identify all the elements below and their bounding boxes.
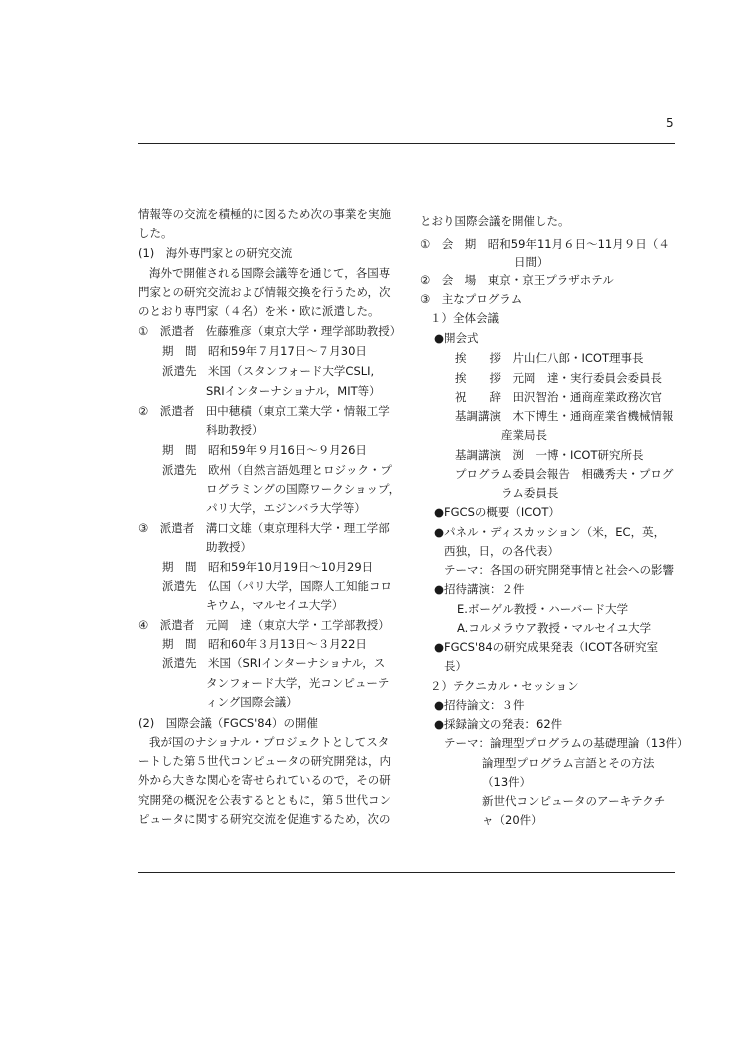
dispatch-1: ① 派遣者 佐藤雅彦（東京大学・理学部助教授）	[138, 324, 402, 338]
program-item: （13件）	[482, 775, 532, 789]
section-2-body: 外から大きな関心を寄せられているので，その研	[138, 773, 391, 787]
program-item: ●FGCSの概要（ICOT）	[434, 505, 560, 519]
top-rule	[138, 143, 675, 144]
right-intro: とおり国際会議を開催した。	[420, 214, 570, 228]
session-line: 日間）	[514, 255, 549, 269]
ceremony-line: 挨 拶 片山仁八郎・ICOT理事長	[455, 351, 644, 365]
program-item: 長）	[444, 659, 467, 673]
ceremony-line: ラム委員長	[501, 486, 559, 500]
dispatch-3: 期 間 昭和59年10月19日～10月29日	[162, 560, 374, 574]
venue-line: ② 会 場 東京・京王プラザホテル	[420, 273, 614, 287]
ceremony-line: 祝 辞 田沢智治・通商産業政務次官	[455, 390, 662, 404]
program-item: ●パネル・ディスカッション（米，EC，英，	[434, 525, 666, 539]
dispatch-2: 期 間 昭和59年９月16日～９月26日	[162, 443, 367, 457]
dispatch-2: ② 派遣者 田中穂積（東京工業大学・情報工学	[138, 404, 390, 418]
dispatch-1: SRIインターナショナル，MIT等）	[206, 384, 381, 398]
plenary-heading: １）全体会議	[430, 311, 499, 325]
program-item: ●FGCS'84の研究成果発表（ICOT各研究室	[434, 640, 659, 654]
dispatch-2: 派遣先 欧州（自然言語処理とロジック・プ	[162, 463, 392, 477]
dispatch-4: タンフォード大学，光コンピューテ	[206, 676, 390, 690]
page-number: 5	[666, 116, 674, 130]
ceremony-line: プログラム委員会報告 相磯秀夫・プログ	[455, 467, 674, 481]
technical-heading: ２）テクニカル・セッション	[430, 679, 579, 693]
intro-line: 情報等の交流を積極的に図るため次の事業を実施	[138, 207, 391, 221]
program-item: A.コルメラウア教授・マルセイユ大学	[457, 621, 652, 635]
ceremony-line: 産業局長	[501, 428, 547, 442]
program-item: ●採録論文の発表：62件	[434, 717, 563, 731]
dispatch-1: 期 間 昭和59年７月17日～７月30日	[162, 344, 367, 358]
program-item: ●招待講演：２件	[434, 582, 525, 596]
section-2-body: 究開発の概況を公表するとともに，第５世代コン	[138, 793, 391, 807]
dispatch-2: 科助教授）	[206, 423, 264, 437]
dispatch-4: 期 間 昭和60年３月13日～３月22日	[162, 637, 367, 651]
dispatch-4: 派遣先 米国（SRIインターナショナル，ス	[162, 656, 386, 670]
dispatch-4: ④ 派遣者 元岡 達（東京大学・工学部教授）	[138, 618, 390, 632]
dispatch-2: パリ大学，エジンバラ大学等）	[206, 501, 366, 515]
program-item: ャ（20件）	[482, 813, 543, 827]
intro-line: した。	[138, 226, 173, 240]
opening-heading: ●開会式	[434, 331, 479, 345]
section-1-body: のとおり専門家（４名）を米・欧に派遣した。	[138, 304, 380, 318]
dispatch-2: ログラミングの国際ワークショップ，	[206, 482, 401, 496]
dispatch-3: 助教授）	[206, 540, 252, 554]
program-heading: ③ 主なプログラム	[420, 292, 523, 306]
dispatch-1: 派遣先 米国（スタンフォード大学CSLI,	[162, 364, 375, 378]
section-2-title: (2) 国際会議（FGCS'84）の開催	[138, 716, 318, 730]
program-item: テーマ：論理型プログラムの基礎理論（13件）	[444, 736, 689, 750]
program-item: 西独，日，の各代表）	[444, 544, 559, 558]
dispatch-3: 派遣先 仏国（パリ大学，国際人工知能コロ	[162, 579, 392, 593]
program-item: テーマ：各国の研究開発事情と社会への影響	[444, 563, 674, 577]
program-item: 新世代コンピュータのアーキテクチ	[482, 794, 666, 808]
section-1-body: 海外で開催される国際会議等を通じて，各国専	[149, 266, 391, 280]
dispatch-3: ③ 派遣者 溝口文雄（東京理科大学・理工学部	[138, 521, 390, 535]
ceremony-line: 挨 拶 元岡 達・実行委員会委員長	[455, 371, 662, 385]
program-item: E.ボーゲル教授・ハーバード大学	[457, 602, 629, 616]
section-2-body: ピュータに関する研究交流を促進するため，次の	[138, 812, 391, 826]
section-2-body: 我が国のナショナル・プロジェクトとしてスタ	[149, 735, 390, 749]
section-1-body: 門家との研究交流および情報交換を行うため，次	[138, 285, 391, 299]
section-2-body: ートした第５世代コンピュータの研究開発は，内	[138, 754, 391, 768]
program-item: 論理型プログラム言語とその方法	[482, 756, 655, 770]
program-item: ●招待論文：３件	[434, 698, 525, 712]
section-1-title: (1) 海外専門家との研究交流	[138, 246, 293, 260]
ceremony-line: 基調講演 木下博生・通商産業省機械情報	[455, 409, 674, 423]
dispatch-4: ィング国際会議）	[206, 695, 298, 709]
ceremony-line: 基調講演 渕 一博・ICOT研究所長	[455, 448, 644, 462]
bottom-rule	[138, 872, 675, 873]
dispatch-3: キウム，マルセイユ大学）	[206, 598, 344, 612]
session-line: ① 会 期 昭和59年11月６日～11月９日（４	[420, 237, 670, 251]
